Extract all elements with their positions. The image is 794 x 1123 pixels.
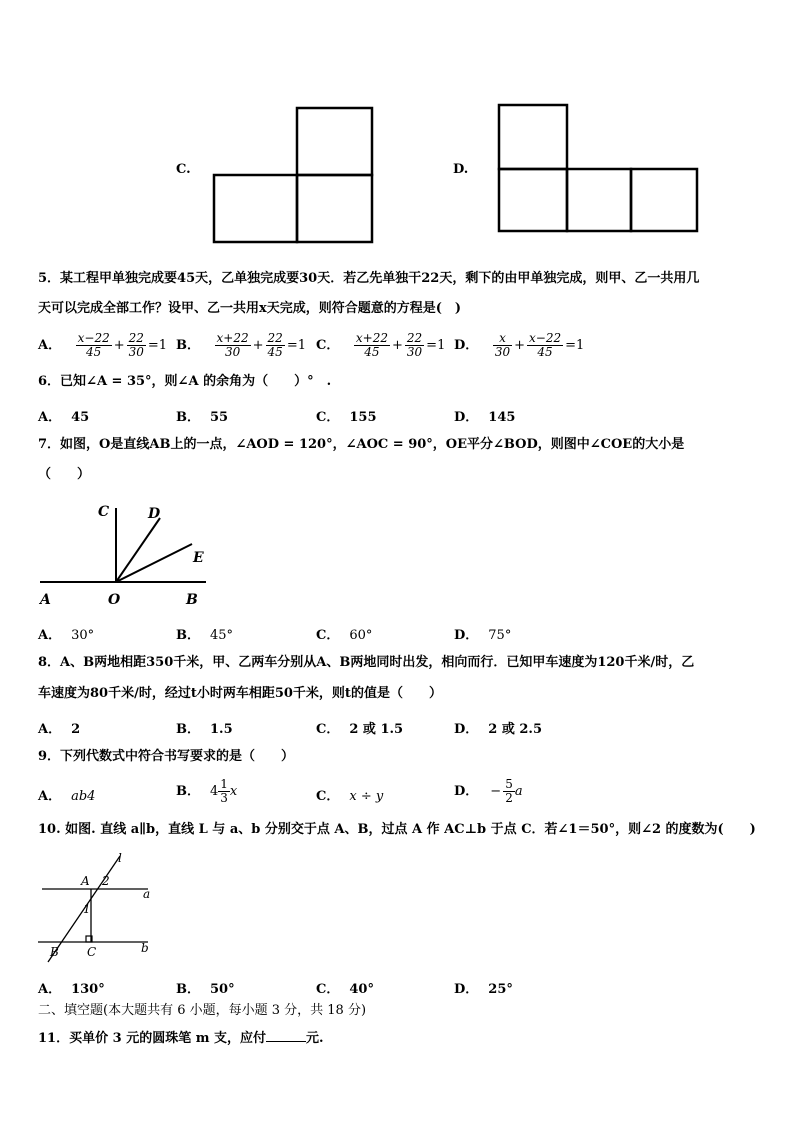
fraction: $\frac{x-22}{45}$ [529,331,562,359]
q10-option-c[interactable]: C． 40° [316,982,374,997]
fraction: $\frac{22}{30}$ [128,331,144,359]
fraction: $\frac{1}{3}$ [220,777,228,805]
q9-options [38,778,758,806]
fraction: $\frac{x}{30}$ [494,331,511,359]
q7-option-b[interactable]: B． 45° [176,628,234,643]
option-label: A． [38,338,62,353]
q9-text: 9．下列代数式中符合书写要求的是（ ） [38,749,295,764]
q9-option-d[interactable]: D． − $\frac{5}{2}$ a [454,777,523,805]
fraction: $\frac{22}{30}$ [406,331,423,359]
net-figure-c [210,105,380,245]
q9-option-a[interactable]: A． ab4 [38,789,96,804]
label-o: O [108,592,121,608]
fraction: $\frac{22}{45}$ [267,331,283,359]
fraction: $\frac{5}{2}$ [505,777,513,805]
section-heading: 二、填空题(本大题共有 6 小题，每小题 3 分，共 18 分) [38,1003,367,1018]
fraction: $\frac{x-22}{45}$ [77,331,110,359]
q6-option-c[interactable]: C． 155 [316,410,377,425]
q7-option-a[interactable]: A． 30° [38,628,95,643]
label-b: B [186,592,198,608]
label-angle-2: 2 [102,874,110,888]
net-figure-d [495,102,705,234]
label-a-point: A [81,874,90,888]
label-b-point: B [50,945,59,959]
q10-option-b[interactable]: B． 50° [176,982,235,997]
option-label: B． [176,338,200,353]
q8-option-a[interactable]: A． 2 [38,722,81,737]
label-line-a: a [143,887,151,901]
q6-option-d[interactable]: D． 145 [454,410,516,425]
q7-option-c[interactable]: C． 60° [316,628,373,643]
q5-option-a[interactable]: A． $\frac{x-22}{45}$ + $\frac{22}{30}$ =1 [38,331,168,359]
q8-option-b[interactable]: B． 1.5 [176,722,233,737]
q6-option-a[interactable]: A． 45 [38,410,90,425]
fig-d-label: D. [453,162,469,177]
label-l: l [118,851,122,865]
fig-c-label: C. [176,162,191,177]
fraction: $\frac{x+22}{45}$ [355,331,388,359]
q7-angle-figure [36,500,216,612]
q8-option-c[interactable]: C． 2 或 1.5 [316,722,404,737]
q8-text-line1: 8．A、B两地相距350千米，甲、乙两车分别从A、B两地同时出发，相向而行．已知甲车速度为120千米/时，乙 [38,655,695,670]
label-a: A [40,592,51,608]
q10-parallel-figure [36,850,166,965]
label-angle-1: 1 [83,902,91,916]
answer-blank[interactable] [266,1029,306,1042]
fraction: $\frac{x+22}{30}$ [216,331,249,359]
q10-option-a[interactable]: A． 130° [38,982,105,997]
q8-option-d[interactable]: D． 2 或 2.5 [454,722,542,737]
q7-text-line2: （ ） [38,467,91,482]
q5-option-b[interactable]: B． $\frac{x+22}{30}$ + $\frac{22}{45}$ =1 [176,331,306,359]
option-label: D． [454,338,479,353]
q11-text-after: 元. [306,1031,324,1046]
q6-option-b[interactable]: B． 55 [176,410,229,425]
label-c-point: C [87,945,97,959]
option-label: C． [316,338,340,353]
q10-option-d[interactable]: D． 25° [454,982,513,997]
q11-text [38,1024,758,1054]
label-c: C [98,504,110,520]
q8-text-line2: 车速度为80千米/时，经过t小时两车相距50千米，则t的值是（ ） [38,686,442,701]
q5-option-d[interactable]: D． $\frac{x}{30}$ + $\frac{x-22}{45}$ =1 [454,331,585,359]
q5-options [38,332,758,360]
q6-text: 6．已知∠A = 35°，则∠A 的余角为（ ）° . [38,374,332,389]
q9-option-b[interactable]: B． 4 $\frac{1}{3}$ x [176,777,238,805]
label-e: E [193,550,204,566]
label-d: D [148,506,161,522]
q5-text-line1: 5．某工程甲单独完成要45天，乙单独完成要30天．若乙先单独干22天，剩下的由甲单独完成，则甲、乙一共用几 [38,271,700,286]
q9-option-c[interactable]: C． x ÷ y [316,789,384,804]
q10-text: 10. 如图. 直线 a∥b，直线 L 与 a、b 分别交于点 A、B，过点 A 作 AC⊥b 于点 C．若∠1＝50°，则∠2 的度数为( ) [38,822,756,837]
q5-option-c[interactable]: C． $\frac{x+22}{45}$ + $\frac{22}{30}$ =1 [316,331,446,359]
label-line-b: b [141,941,149,955]
q7-option-d[interactable]: D． 75° [454,628,512,643]
q5-text-line2: 天可以完成全部工作？设甲、乙一共用x天完成，则符合题意的方程是( ) [38,301,462,316]
q11-text-before: 11．买单价 3 元的圆珠笔 m 支，应付 [38,1031,266,1046]
q7-text-line1: 7．如图，O是直线AB上的一点，∠AOD = 120°，∠AOC = 90°，OE平分∠BOD，则图中∠COE的大小是 [38,437,685,452]
